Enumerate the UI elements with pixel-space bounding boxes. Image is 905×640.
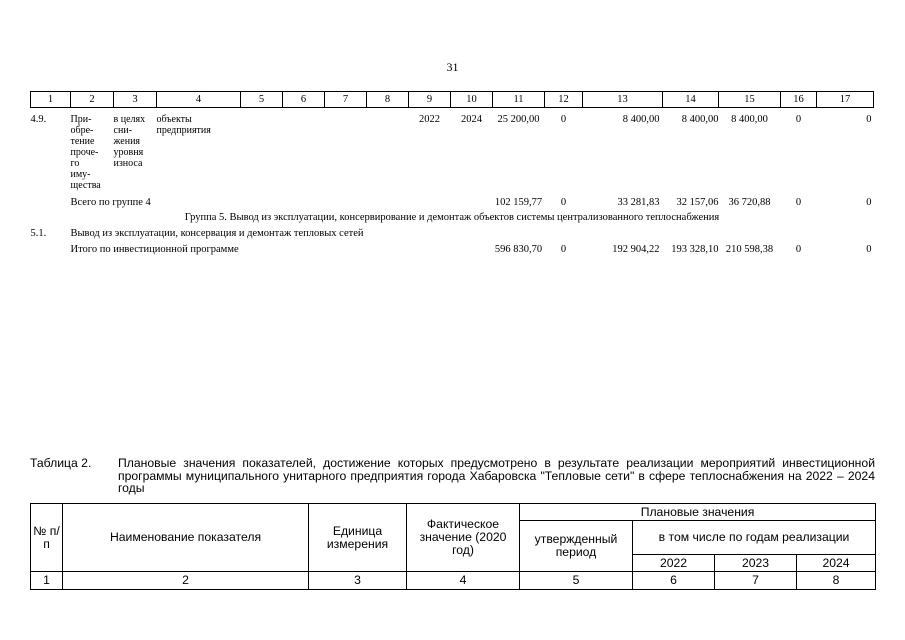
- value-cell: 0: [795, 114, 802, 125]
- column-index-row: [31, 92, 874, 108]
- column-index-row: [31, 572, 876, 590]
- header-cell: 3: [114, 92, 157, 108]
- value-cell: 8 400,00: [681, 114, 719, 125]
- year-header: 2023: [715, 555, 797, 572]
- header-cell: 8: [367, 92, 409, 108]
- index-cell: 8: [797, 572, 876, 590]
- col-by-years-header: в том числе по годам реализации: [633, 521, 876, 555]
- index-cell: 5: [520, 572, 633, 590]
- value-cell: 33 281,83: [617, 197, 660, 208]
- item-purpose: в целях сни- жения уровня износа: [113, 114, 146, 169]
- total-value: 102 159,77: [494, 197, 543, 208]
- header-cell: 15: [719, 92, 781, 108]
- col-approved-header: утвержденный период: [520, 521, 633, 572]
- value-cell: 0: [560, 114, 567, 125]
- page-number: 31: [446, 60, 459, 74]
- group-title: Группа 5. Вывод из эксплуатации, консервирование и демонтаж объектов системы централизованного теплоснабжения: [184, 212, 720, 223]
- col-num-header: № п/п: [31, 504, 63, 572]
- item-object: объекты предприятия: [156, 114, 211, 136]
- year-start: 2022: [419, 114, 440, 125]
- value-cell: 32 157,06: [676, 197, 719, 208]
- investment-program-table: [30, 91, 874, 255]
- value-cell: 8 400,00: [731, 114, 768, 125]
- header-cell: 4: [157, 92, 241, 108]
- index-cell: 1: [31, 572, 63, 590]
- index-cell: 6: [633, 572, 715, 590]
- value-cell: 36 720,88: [728, 197, 771, 208]
- col-unit-header: Единица измерения: [309, 504, 407, 572]
- header-cell: 2: [71, 92, 114, 108]
- header-cell: 6: [283, 92, 325, 108]
- item-name: При- обре- тение проче- го иму- щества: [70, 114, 101, 191]
- group-4-total-row: [31, 191, 874, 208]
- index-cell: 2: [63, 572, 309, 590]
- col-planned-header: Плановые значения: [520, 504, 876, 521]
- header-cell: 11: [493, 92, 545, 108]
- index-cell: 7: [715, 572, 797, 590]
- caption-lead: Таблица 2.: [30, 456, 92, 470]
- header-cell: 14: [663, 92, 719, 108]
- header-cell: 12: [545, 92, 583, 108]
- header-cell: 10: [451, 92, 493, 108]
- row-number: 5.1.: [30, 228, 47, 239]
- index-cell: 4: [407, 572, 520, 590]
- value-cell: 0: [866, 197, 872, 208]
- header-cell: 16: [781, 92, 817, 108]
- year-header: 2022: [633, 555, 715, 572]
- header-cell: 17: [817, 92, 874, 108]
- header-cell: 1: [31, 92, 71, 108]
- value-cell: 8 400,00: [622, 114, 660, 125]
- indicators-table: [30, 503, 876, 590]
- year-header: 2024: [797, 555, 876, 572]
- header-cell: 9: [409, 92, 451, 108]
- col-name-header: Наименование показателя: [63, 504, 309, 572]
- value-cell: 192 904,22: [612, 244, 660, 255]
- header-cell: 13: [583, 92, 663, 108]
- row-number: 4.9.: [30, 114, 47, 125]
- program-total-row: [31, 239, 874, 255]
- value-cell: 0: [866, 244, 872, 255]
- caption-text: Плановые значения показателей, достижение которых предусмотрено в результате реализации мероприятий инвестиционной программы муниципального унитарного предприятия города Хабаровска "Тепловые сети" в сфере теплоснабжения на 2022 – 2024 годы: [118, 456, 875, 495]
- table-2-caption: [30, 457, 875, 495]
- value-cell: 193 328,10: [671, 244, 719, 255]
- value-cell: 0: [560, 244, 567, 255]
- table-row-4-9: [31, 108, 874, 192]
- value-cell: 0: [795, 197, 802, 208]
- row-label: Вывод из эксплуатации, консервация и демонтаж тепловых сетей: [70, 228, 364, 239]
- col-actual-header: Фактическое значение (2020 год): [407, 504, 520, 572]
- index-cell: 3: [309, 572, 407, 590]
- header-cell: 5: [241, 92, 283, 108]
- program-total-label: Итого по инвестиционной программе: [70, 244, 239, 255]
- value-cell: 0: [866, 114, 872, 125]
- group-5-title-row: [31, 208, 874, 223]
- value-cell: 0: [560, 197, 567, 208]
- table-row-5-1: [31, 223, 874, 239]
- total-value: 25 200,00: [497, 114, 540, 125]
- group-total-label: Всего по группе 4: [70, 197, 151, 208]
- value-cell: 0: [795, 244, 802, 255]
- total-value: 596 830,70: [494, 244, 543, 255]
- value-cell: 210 598,38: [725, 244, 774, 255]
- header-cell: 7: [325, 92, 367, 108]
- year-end: 2024: [461, 114, 482, 125]
